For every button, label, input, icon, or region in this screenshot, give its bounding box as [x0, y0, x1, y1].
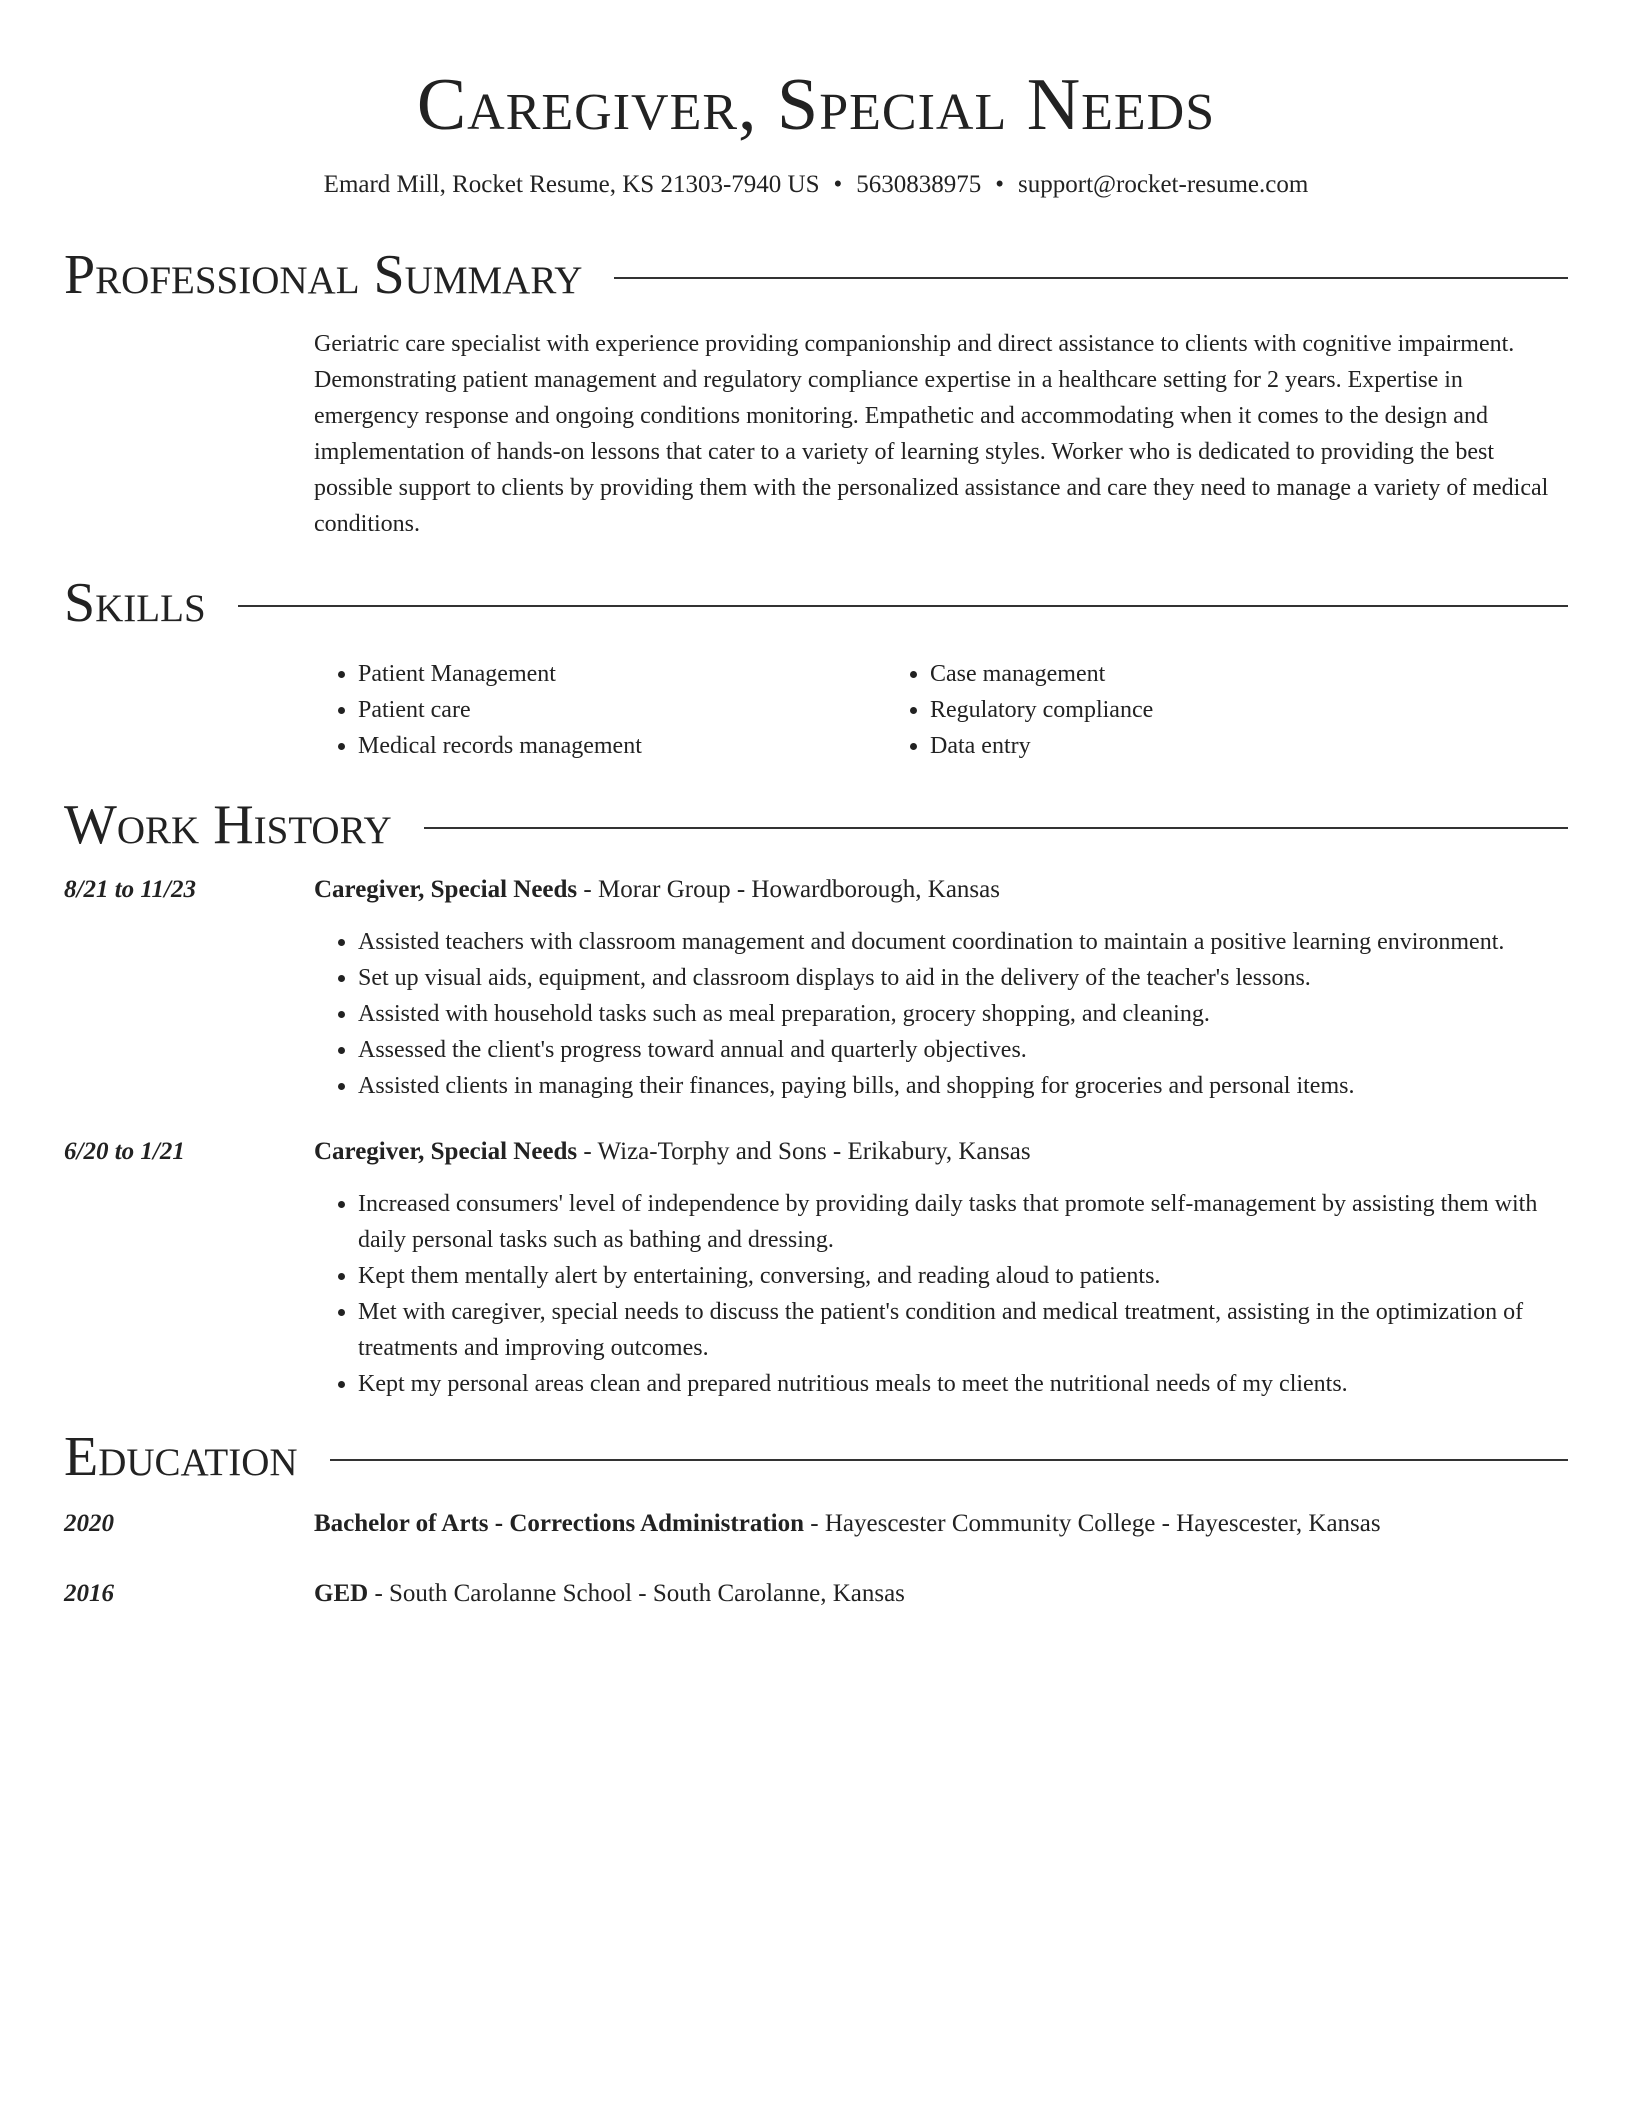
education-entry [64, 1576, 1568, 1612]
section-divider [330, 1459, 1568, 1461]
education-body [314, 1576, 1568, 1612]
section-divider [424, 827, 1568, 829]
contact-separator: • [995, 171, 1005, 198]
job-bullet: • Assisted with household tasks such as meal preparation, grocery shopping, and cleaning. [358, 996, 1568, 1032]
job-bullets [314, 1186, 1568, 1402]
education-degree: Bachelor of Arts - Corrections Administration [314, 1510, 805, 1537]
job-bullet: • Set up visual aids, equipment, and classroom displays to aid in the delivery of the teacher's lessons. [358, 960, 1568, 996]
contact-phone: 5630838975 [856, 171, 982, 198]
summary-heading: Professional Summary [64, 244, 583, 306]
skill-item: • Medical records management [358, 728, 886, 764]
skill-item: • Regulatory compliance [930, 692, 1458, 728]
education-year: 2020 [64, 1510, 114, 1537]
job-body [314, 872, 1568, 1104]
job-bullet: • Kept them mentally alert by entertaining, conversing, and reading aloud to patients. [358, 1258, 1568, 1294]
work-section-header [64, 794, 1568, 856]
job-entry [64, 872, 1568, 1104]
job-bullet: • Assessed the client's progress toward annual and quarterly objectives. [358, 1032, 1568, 1068]
job-bullet: • Assisted teachers with classroom management and document coordination to maintain a positive learning environment. [358, 924, 1568, 960]
education-details: - South Carolanne School - South Carolanne, Kansas [368, 1580, 905, 1607]
education-heading: Education [64, 1426, 298, 1488]
job-bullet: • Assisted clients in managing their finances, paying bills, and shopping for groceries and personal items. [358, 1068, 1568, 1104]
job-details: - Wiza-Torphy and Sons - Erikabury, Kansas [577, 1138, 1031, 1165]
education-degree: GED [314, 1580, 369, 1607]
contact-separator: • [833, 171, 843, 198]
work-heading: Work History [64, 794, 392, 856]
skill-item: • Data entry [930, 728, 1458, 764]
skill-item: • Patient care [358, 692, 886, 728]
skill-item: • Case management [930, 656, 1458, 692]
skills-column-left [314, 656, 886, 764]
education-details: - Hayescester Community College - Hayescester, Kansas [804, 1510, 1381, 1537]
section-divider [238, 605, 1568, 607]
job-bullet: • Met with caregiver, special needs to discuss the patient's condition and medical treatment, assisting in the optimization of treatments and improving outcomes. [358, 1294, 1568, 1366]
skills-column-right [886, 656, 1458, 764]
job-details: - Morar Group - Howardborough, Kansas [577, 876, 1000, 903]
skills-list [314, 656, 1568, 764]
job-body [314, 1134, 1568, 1402]
job-title-line [314, 872, 1568, 908]
education-body [314, 1506, 1568, 1542]
contact-email: support@rocket-resume.com [1018, 171, 1309, 198]
education-year: 2016 [64, 1580, 114, 1607]
job-bullets [314, 924, 1568, 1104]
job-bullet: • Increased consumers' level of independence by providing daily tasks that promote self-management by assisting them with daily personal tasks such as bathing and dressing. [358, 1186, 1568, 1258]
contact-address: Emard Mill, Rocket Resume, KS 21303-7940 US [323, 171, 820, 198]
summary-section-header [64, 244, 1568, 306]
contact-line [64, 170, 1568, 200]
job-title: Caregiver, Special Needs [314, 1138, 578, 1165]
skills-heading: Skills [64, 572, 206, 634]
skill-item: • Patient Management [358, 656, 886, 692]
job-bullet: • Kept my personal areas clean and prepared nutritious meals to meet the nutritional needs of my clients. [358, 1366, 1568, 1402]
job-dates: 8/21 to 11/23 [64, 876, 196, 903]
education-section-header [64, 1426, 1568, 1488]
section-divider [614, 277, 1568, 279]
job-title-line [314, 1134, 1568, 1170]
job-entry [64, 1134, 1568, 1402]
education-entry [64, 1506, 1568, 1542]
skills-section-header [64, 572, 1568, 634]
job-dates: 6/20 to 1/21 [64, 1138, 185, 1165]
job-title: Caregiver, Special Needs [314, 876, 578, 903]
candidate-name: Caregiver, Special Needs [416, 64, 1216, 146]
summary-text: Geriatric care specialist with experience providing companionship and direct assistance to clients with cognitive impairment. Demonstrating patient management and regulatory compliance expertise in a healthcare setting for 2 years. Expertise in emergency response and ongoing conditions monitoring. Empathetic and accommodating when it comes to the design and implementation of hands-on lessons that cater to a variety of learning styles. Worker who is dedicated to providing the best possible support to clients by providing them with the personalized assistance and care they need to manage a variety of medical conditions. [314, 331, 1549, 537]
